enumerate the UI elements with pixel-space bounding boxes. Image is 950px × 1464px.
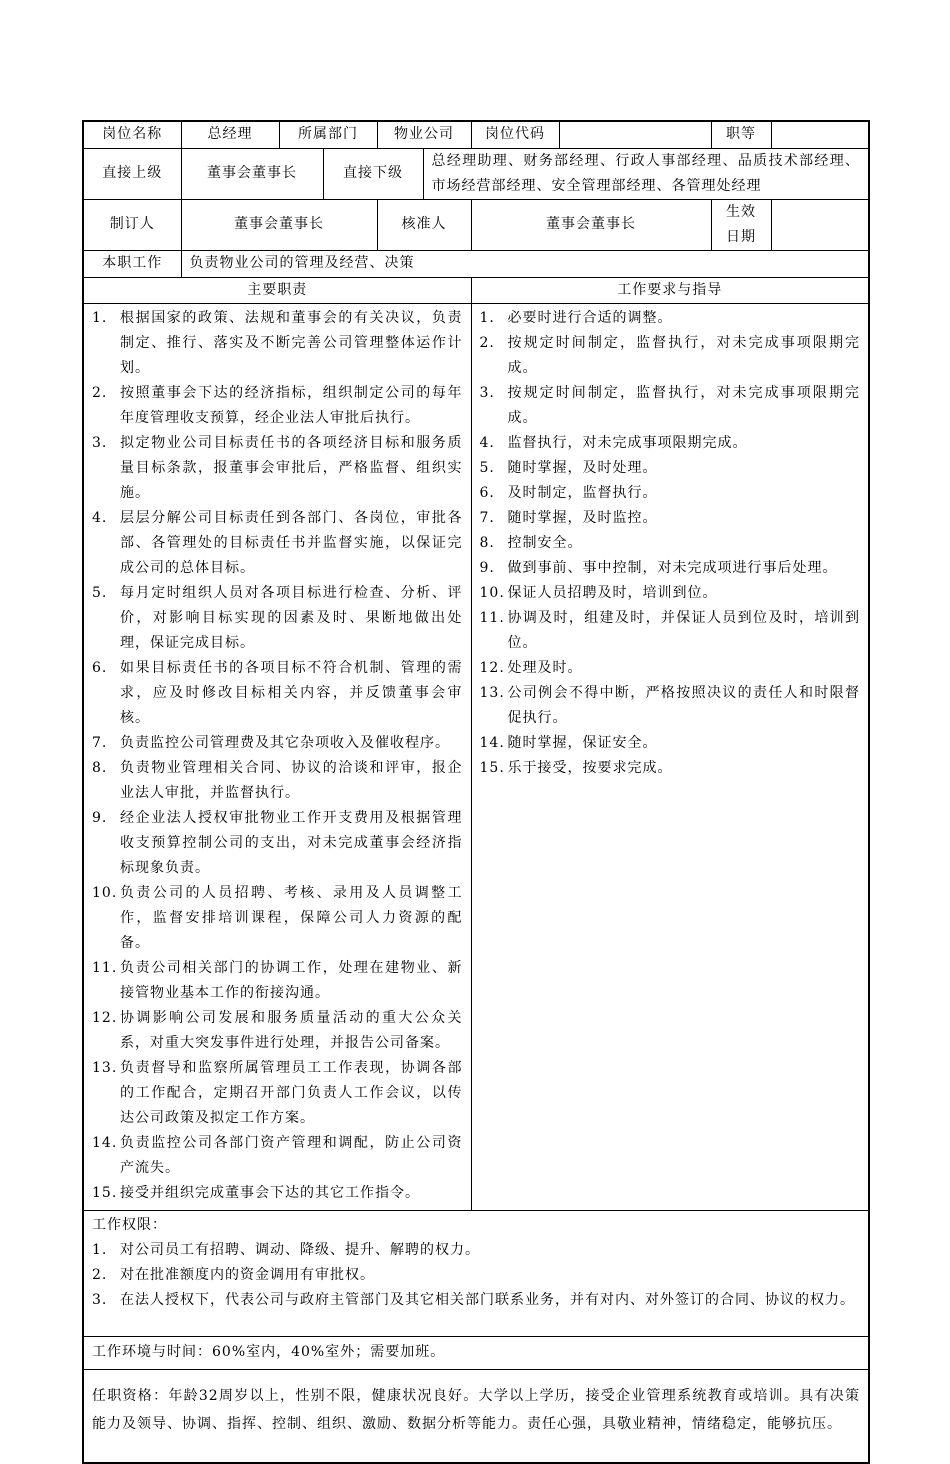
item-text: 对在批准额度内的资金调用有审批权。 [120,1266,375,1283]
list-item [480,756,861,781]
item-text: 必要时进行合适的调整。 [507,309,673,326]
item-text: 做到事前、事中控制，对未完成项进行事后处理。 [507,559,838,576]
item-number: 7. [92,734,108,751]
item-number: 7. [479,509,495,526]
item-number: 4. [479,434,495,451]
list-item [480,656,861,681]
list-item [92,431,463,506]
list-item [480,331,861,381]
list-item [480,431,861,456]
list-item [92,306,463,381]
item-number: 13. [479,684,505,701]
item-number: 12. [479,659,505,676]
list-item [92,956,463,1006]
item-text: 随时掌握，及时处理。 [507,459,658,476]
list-item [480,381,861,431]
list-item [480,556,861,581]
item-text: 监督执行，对未完成事项限期完成。 [507,434,748,451]
approver-value: 董事会董事长 [471,199,711,250]
list-item [480,456,861,481]
item-number: 13. [92,1059,118,1076]
item-number: 2. [479,334,495,351]
item-number: 9. [479,559,495,576]
item-text: 经企业法人授权审批物业工作开支费用及根据管理收支预算控制公司的支出，对未完成董事会经济指标现象负责。 [120,809,463,876]
effective-date-value [771,199,869,250]
effective-date-label: 生效日期 [711,199,771,250]
item-number: 10. [92,884,118,901]
item-number: 15. [479,759,505,776]
item-number: 4. [92,509,108,526]
list-item [480,531,861,556]
item-text: 对公司员工有招聘、调动、降级、提升、解聘的权力。 [120,1241,480,1258]
approver-label: 核准人 [377,199,471,250]
item-number: 9. [92,809,108,826]
item-number: 2. [92,1266,108,1283]
authority-cell [83,1210,869,1336]
job-description-form [82,120,868,1464]
item-text: 协调影响公司发展和服务质量活动的重大公众关系，对重大突发事件进行处理，并报告公司备案。 [120,1009,463,1051]
item-text: 负责物业管理相关合同、协议的洽谈和评审，报企业法人审批，并监督执行。 [120,759,463,801]
job-table [82,120,870,1464]
item-text: 负责公司的人员招聘、考核、录用及人员调整工作，监督安排培训课程，保障公司人力资源的配备。 [120,884,463,951]
list-item [92,881,463,956]
list-item [480,306,861,331]
list-item [480,681,861,731]
list-item [92,506,463,581]
superior-value: 董事会董事长 [181,148,323,199]
item-text: 保证人员招聘及时，培训到位。 [507,584,718,601]
item-text: 如果目标责任书的各项目标不符合机制、管理的需求，应及时修改目标相关内容，并反馈董事会审核。 [120,659,463,726]
department-value: 物业公司 [377,121,471,148]
list-item [92,756,463,806]
position-code-value [559,121,711,148]
list-item [92,1006,463,1056]
item-number: 14. [479,734,505,751]
subordinate-label: 直接下级 [323,148,423,199]
author-label: 制订人 [83,199,181,250]
item-text: 负责公司相关部门的协调工作，处理在建物业、新接管物业基本工作的衔接沟通。 [120,959,463,1001]
qualification: 任职资格：年龄32周岁以上，性别不限，健康状况良好。大学以上学历，接受企业管理系统教育或培训。具有决策能力及领导、协调、指挥、控制、组织、激励、数据分析等能力。责任心强，具敬业精神，情绪稳定，能够抗压。 [83,1369,869,1463]
item-number: 2. [92,384,108,401]
authority-title: 工作权限： [92,1216,167,1233]
item-number: 8. [92,759,108,776]
list-item [480,731,861,756]
item-text: 按规定时间制定，监督执行，对未完成事项限期完成。 [507,384,861,426]
item-number: 6. [479,484,495,501]
item-number: 3. [92,434,108,451]
rank-value [771,121,869,148]
list-item [92,1181,463,1206]
position-code-label: 岗位代码 [471,121,559,148]
item-text: 处理及时。 [507,659,583,676]
subordinate-value: 总经理助理、财务部经理、行政人事部经理、品质技术部经理、市场经营部经理、安全管理部经理、各管理处经理 [423,148,869,199]
item-text: 随时掌握，保证安全。 [507,734,658,751]
item-text: 负责监控公司各部门资产管理和调配，防止公司资产流失。 [120,1134,463,1176]
authority-list [92,1238,860,1313]
item-text: 控制安全。 [507,534,583,551]
list-item [480,581,861,606]
item-text: 及时制定，监督执行。 [507,484,658,501]
item-text: 每月定时组织人员对各项目标进行检查、分析、评价，对影响目标实现的因素及时、果断地做出处理，保证完成目标。 [120,584,463,651]
item-number: 3. [92,1291,108,1308]
list-item [92,1263,860,1288]
requirements-list [480,306,861,781]
item-number: 5. [479,459,495,476]
item-number: 1. [92,309,108,326]
item-text: 在法人授权下，代表公司与政府主管部门及其它相关部门联系业务，并有对内、对外签订的合同、协议的权力。 [120,1291,855,1308]
rank-label: 职等 [711,121,771,148]
job-summary-label: 本职工作 [83,250,181,277]
requirements-title: 工作要求与指导 [471,277,869,303]
list-item [480,506,861,531]
list-item [480,481,861,506]
author-value: 董事会董事长 [181,199,377,250]
item-text: 层层分解公司目标责任到各部门、各岗位，审批各部、各管理处的目标责任书并监督实施，以保证完成公司的总体目标。 [120,509,463,576]
item-text: 拟定物业公司目标责任书的各项经济目标和服务质量目标条款，报董事会审批后，严格监督、组织实施。 [120,434,463,501]
item-text: 随时掌握，及时监控。 [507,509,658,526]
item-number: 10. [479,584,505,601]
item-number: 8. [479,534,495,551]
position-name-value: 总经理 [181,121,279,148]
list-item [92,381,463,431]
list-item [92,1288,860,1313]
duties-list [92,306,463,1206]
list-item [92,731,463,756]
job-summary-value: 负责物业公司的管理及经营、决策 [181,250,869,277]
item-text: 协调及时，组建及时，并保证人员到位及时，培训到位。 [507,609,861,651]
list-item [480,606,861,656]
list-item [92,581,463,656]
item-number: 11. [92,959,118,976]
list-item [92,656,463,731]
requirements-cell [471,303,869,1210]
list-item [92,1238,860,1263]
item-number: 6. [92,659,108,676]
item-number: 15. [92,1184,118,1201]
item-text: 按规定时间制定，监督执行，对未完成事项限期完成。 [507,334,861,376]
duties-title: 主要职责 [83,277,471,303]
item-text: 负责监控公司管理费及其它杂项收入及催收程序。 [120,734,450,751]
position-name-label: 岗位名称 [83,121,181,148]
superior-label: 直接上级 [83,148,181,199]
list-item [92,1056,463,1131]
item-text: 负责督导和监察所属管理员工工作表现，协调各部的工作配合，定期召开部门负责人工作会议，以传达公司政策及拟定工作方案。 [120,1059,463,1126]
item-text: 接受并组织完成董事会下达的其它工作指令。 [120,1184,420,1201]
item-text: 按照董事会下达的经济指标，组织制定公司的每年年度管理收支预算，经企业法人审批后执行。 [120,384,463,426]
item-number: 5. [92,584,108,601]
list-item [92,806,463,881]
work-environment: 工作环境与时间：60%室内，40%室外；需要加班。 [83,1336,869,1369]
item-number: 11. [479,609,505,626]
item-number: 14. [92,1134,118,1151]
department-label: 所属部门 [279,121,377,148]
item-number: 3. [479,384,495,401]
item-text: 乐于接受，按要求完成。 [507,759,673,776]
list-item [92,1131,463,1181]
item-text: 公司例会不得中断，严格按照决议的责任人和时限督促执行。 [507,684,861,726]
item-number: 1. [92,1241,108,1258]
item-text: 根据国家的政策、法规和董事会的有关决议，负责制定、推行、落实及不断完善公司管理整体运作计划。 [120,309,463,376]
item-number: 1. [479,309,495,326]
item-number: 12. [92,1009,118,1026]
duties-cell [83,303,471,1210]
